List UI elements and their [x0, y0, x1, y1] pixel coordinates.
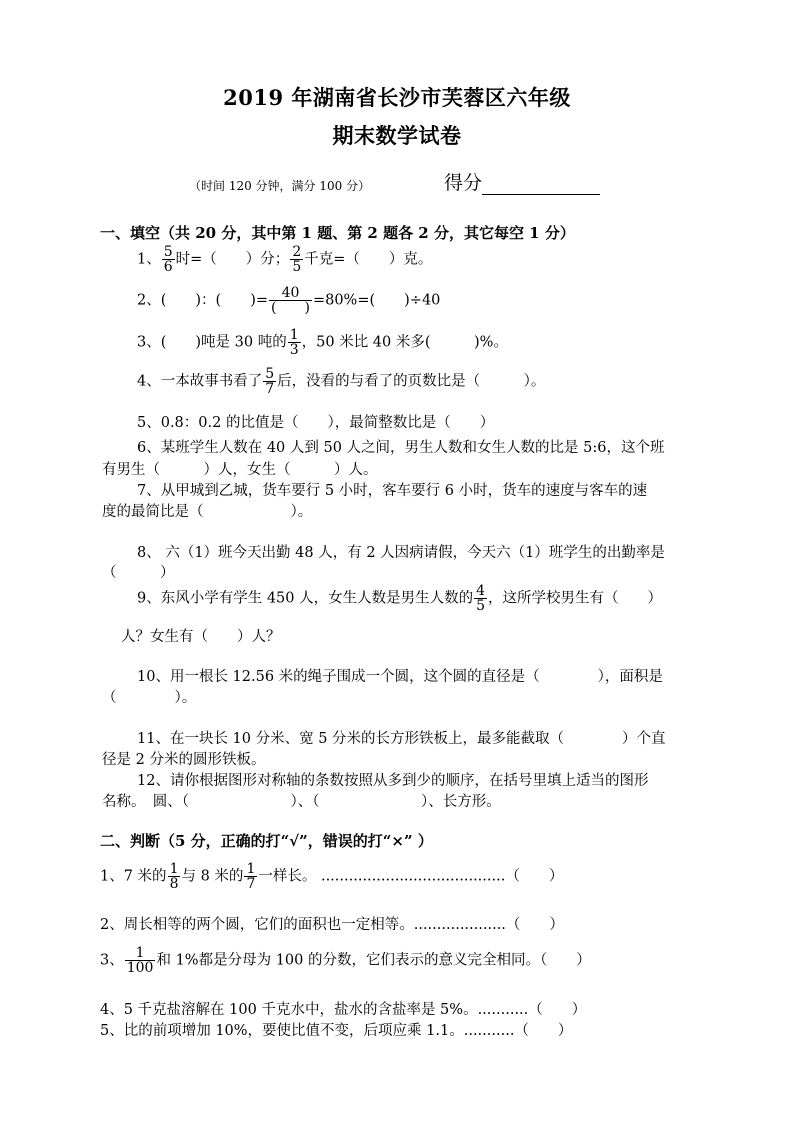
fraction: $\frac{1}{100}$: [126, 945, 154, 976]
fraction: $\frac{40}{( )}$: [271, 285, 310, 316]
page-title-line2: 期末数学试卷: [332, 123, 462, 148]
question-4: 4、一本故事书看了 $\frac{5}{7}$ 后，没看的与看了的页数比是（ ）。: [137, 366, 546, 397]
question-12-line2: 名称。 圆、（ ）、（ ）、长方形。: [102, 794, 501, 810]
question-6-line2: 有男生（ ）人，女生（ ）人。: [102, 462, 378, 478]
question-7-line2: 度的最简比是（ ）。: [102, 504, 313, 520]
judge-5: 5、比的前项增加 10%，要使比值不变，后项应乘 1.1。...........（ ）: [100, 1023, 573, 1039]
question-5: 5、0.8：0.2 的比值是（ ），最简整数比是（ ）: [137, 415, 495, 431]
score-blank[interactable]: [482, 176, 600, 195]
judge-1: 1、7 米的 $\frac{1}{8}$ 与 8 米的 $\frac{1}{7}$ 一样长。 ........................................（ ）: [100, 861, 564, 892]
question-7-line1: 7、从甲城到乙城，货车要行 5 小时，客车要行 6 小时，货车的速度与客车的速: [137, 483, 648, 499]
question-8-line1: 8、 六（1）班今天出勤 48 人，有 2 人因病请假，今天六（1）班学生的出勤率是: [137, 545, 665, 561]
fraction: $\frac{1}{8}$: [169, 861, 179, 892]
score-field: [444, 168, 600, 195]
question-10-line2: （ ）。: [102, 690, 197, 706]
fraction: $\frac{4}{5}$: [476, 583, 486, 614]
question-2: 2、( )：( )= $\frac{40}{( )}$ =80%=( )÷40: [137, 285, 441, 316]
section1-heading: 一、填空（共 20 分，其中第 1 题、第 2 题各 2 分，其它每空 1 分）: [100, 224, 575, 242]
question-6-line1: 6、某班学生人数在 40 人到 50 人之间，男生人数和女生人数的比是 5:6，这个班: [137, 440, 665, 456]
judge-4: 4、5 千克盐溶解在 100 千克水中，盐水的含盐率是 5%。...........（ ）: [100, 1002, 587, 1018]
section2-heading: 二、判断（5 分，正确的打“√”，错误的打“×” ）: [100, 832, 433, 850]
question-12-line1: 12、请你根据图形对称轴的条数按照从多到少的顺序，在括号里填上适当的图形: [137, 773, 649, 789]
fraction: $\frac{5}{6}$: [163, 244, 173, 275]
question-1: 1、 $\frac{5}{6}$ 时=（ ）分； $\frac{2}{5}$ 千克=（ ）克。: [137, 244, 433, 275]
question-9-line2: 人？女生有（ ）人？: [121, 629, 281, 645]
fraction: $\frac{1}{3}$: [289, 327, 299, 358]
fraction: $\frac{2}{5}$: [292, 244, 302, 275]
score-label: 得分: [444, 172, 483, 194]
question-11-line2: 径是 2 分米的圆形铁板。: [102, 752, 266, 768]
question-8-line2: （ ）: [102, 565, 175, 581]
fraction: $\frac{5}{7}$: [265, 366, 275, 397]
question-9: 9、东风小学有学生 450 人，女生人数是男生人数的 $\frac{4}{5}$ ，这所学校男生有（ ）: [137, 583, 663, 614]
question-11-line1: 11、在一块长 10 分米、宽 5 分米的长方形铁板上，最多能截取（ ）个直: [137, 731, 666, 747]
question-3: 3、( )吨是 30 吨的 $\frac{1}{3}$ ，50 米比 40 米多( )%。: [137, 327, 508, 358]
time-note: （时间 120 分钟，满分 100 分）: [189, 179, 371, 193]
question-10-line1: 10、用一根长 12.56 米的绳子围成一个圆，这个圆的直径是（ ），面积是: [137, 669, 663, 685]
fraction: $\frac{1}{7}$: [246, 861, 256, 892]
judge-3: 3、 $\frac{1}{100}$ 和 1%都是分母为 100 的分数，它们表示的意义完全相同。（ ）: [100, 945, 591, 976]
judge-2: 2、周长相等的两个圆，它们的面积也一定相等。....................（ ）: [100, 917, 564, 933]
page-title-line1: 2019 年湖南省长沙市芙蓉区六年级: [223, 85, 571, 110]
